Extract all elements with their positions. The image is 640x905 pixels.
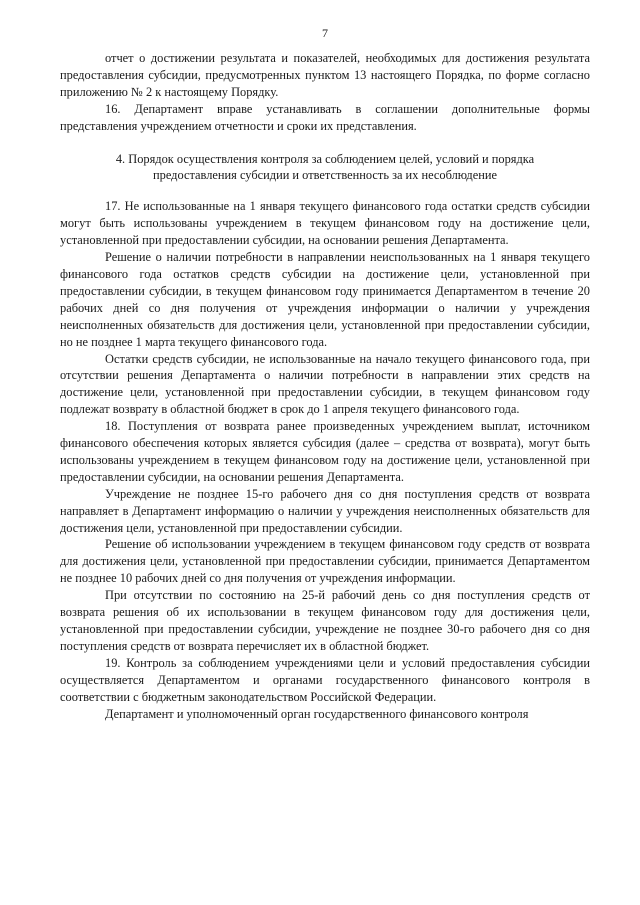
intro-paragraph-continuation: отчет о достижении результата и показателей, необходимых для достижения результата предоставления субсидии, предусмотренных пунктом 13 настоящего Порядка, по форме согласно приложению № 2 к настоящему Порядку.	[60, 51, 590, 99]
paragraph-18-return: При отсутствии по состоянию на 25-й рабочий день со дня поступления средств от возврата решения об их использовании в текущем финансовом году для достижения цели, установленной при предоставлении субсидии, учреждение не позднее 30-го рабочего дня со дня поступления средств от возврата перечисляет их в областной бюджет.	[60, 588, 590, 653]
intro-paragraph-16: 16. Департамент вправе устанавливать в соглашении дополнительные формы представления учреждением отчетности и сроки их представления.	[60, 101, 590, 133]
section-heading-line-1: 4. Порядок осуществления контроля за соблюдением целей, условий и порядка	[115, 151, 535, 166]
paragraph-18-notice: Учреждение не позднее 15-го рабочего дня со дня поступления средств от возврата направляет в Департамент информацию о наличии у учреждения неисполненных обязательств для достижения цели, установленной при предоставлении субсидии.	[60, 486, 590, 535]
section-heading-line-2: предоставления субсидии и ответственность за их несоблюдение	[153, 168, 497, 183]
paragraph-19: 19. Контроль за соблюдением учреждениями цели и условий предоставления субсидии осуществляется Департаментом и органами государственного финансового контроля в соответствии с бюджетным законодательством Российской Федерации.	[60, 655, 590, 704]
paragraph-18: 18. Поступления от возврата ранее произведенных учреждением выплат, источником финансового обеспечения которых является субсидия (далее – средства от возврата), могут быть использованы учреждением в текущем финансовом году на достижение цели, установленной при предоставлении субсидии, на основании решения Департамента.	[60, 419, 590, 484]
paragraph-18-decision: Решение об использовании учреждением в текущем финансовом году средств от возврата для достижения цели, установленной при предоставлении субсидии, принимается Департаментом не позднее 10 рабочих дней со дня получения от учреждения информации.	[60, 537, 590, 586]
page-number: 7	[322, 26, 328, 40]
paragraph-17-remainders: Остатки средств субсидии, не использованные на начало текущего финансового года, при отсутствии решения Департамента о наличии потребности в направлении этих средств на достижение цели, установленной при предоставлении субсидии, в текущем финансовом году подлежат возврату в областной бюджет в срок до 1 апреля текущего финансового года.	[60, 351, 590, 417]
section-heading	[60, 151, 590, 185]
paragraph-17: 17. Не использованные на 1 января текущего финансового года остатки средств субсидии могут быть использованы учреждением в текущем финансовом году на достижение цели, установленной при предоставлении субсидии, на основании решения Департамента.	[60, 199, 590, 248]
paragraph-19-continuation: Департамент и уполномоченный орган государственного финансового контроля	[105, 706, 529, 721]
paragraph-17-decision: Решение о наличии потребности в направлении неиспользованных на 1 января текущего финансового года остатков средств субсидии на достижение цели, установленной при предоставлении субсидии, в текущем финансовом году принимается Департаментом в течение 20 рабочих дней со дня получения от учреждения информации о наличии у учреждения неисполненных обязательств для достижения цели, установленной при предоставлении субсидии, но не позднее 1 марта текущего финансового года.	[60, 250, 590, 349]
